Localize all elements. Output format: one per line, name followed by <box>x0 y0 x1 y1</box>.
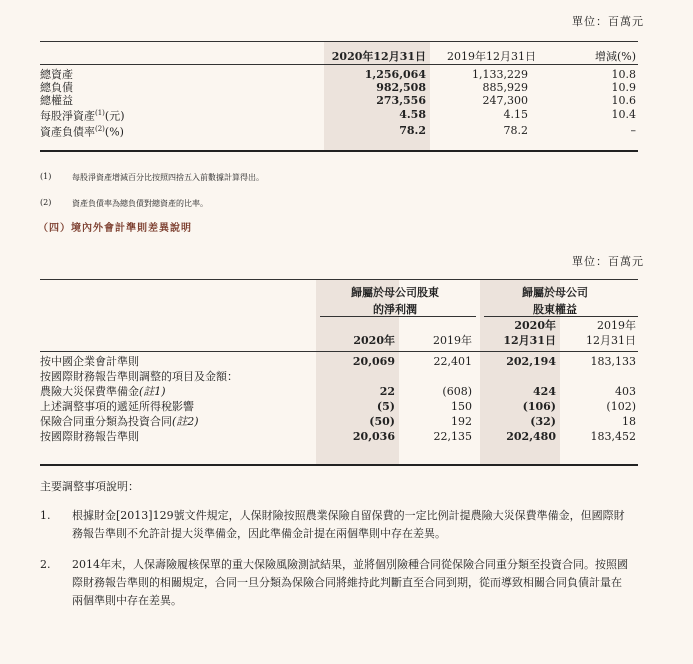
row-label-text: 農險大災保費準備金 <box>40 385 139 398</box>
value-2019: 885,929 <box>482 81 528 94</box>
value-profit-2019: (608) <box>442 385 472 398</box>
value-equity-2020: 202,194 <box>506 355 556 368</box>
value-change: 10.8 <box>611 68 636 81</box>
explanation-1-number: 1. <box>40 509 51 522</box>
value-equity-2020: (32) <box>530 415 556 428</box>
section-title: （四）境內外會計準則差異說明 <box>38 223 192 234</box>
subheader-2020b <box>480 318 556 348</box>
subheader-line: 2020年 <box>514 319 556 332</box>
group-header-line: 的淨利潤 <box>373 303 417 316</box>
table-row <box>40 94 636 107</box>
table2-top-rule <box>40 279 638 280</box>
value-profit-2020: 20,069 <box>352 355 395 368</box>
value-profit-2019: 22,401 <box>433 355 472 368</box>
table1-top-rule <box>40 41 638 42</box>
table-row <box>40 414 636 429</box>
table-row <box>40 123 636 139</box>
explanation-2-number: 2. <box>40 558 51 571</box>
row-label <box>40 123 326 139</box>
table-row <box>40 81 636 94</box>
value-2020: 982,508 <box>376 81 426 94</box>
value-equity-2020: 424 <box>533 385 556 398</box>
row-label-text: 保險合同重分類為投資合同 <box>40 415 172 428</box>
note-1-number: (1) <box>40 172 52 181</box>
value-2020: 78.2 <box>399 123 426 137</box>
table-row <box>40 384 636 399</box>
subheader-2019b <box>564 318 636 348</box>
row-label: 按中國企業會計準則 <box>40 355 139 368</box>
table-row <box>40 369 636 384</box>
table-row <box>40 399 636 414</box>
table2 <box>40 354 636 444</box>
value-change: – <box>630 123 636 137</box>
value-equity-2019: 403 <box>615 385 636 398</box>
row-label: 總資產 <box>40 68 73 81</box>
value-equity-2019: 18 <box>622 415 636 428</box>
table1-header-rule <box>40 64 638 65</box>
table2-unit: 單位：百萬元 <box>572 255 644 268</box>
table2-header-rule <box>40 351 638 352</box>
group-header-equity <box>500 284 610 318</box>
value-equity-2020: 202,480 <box>506 430 556 443</box>
group-header-line: 股東權益 <box>533 303 577 316</box>
group-underline-b <box>484 316 638 317</box>
group-header-line: 歸屬於母公司股東 <box>351 286 439 299</box>
row-label: 按國際財務報告準則調整的項目及金額： <box>40 370 238 383</box>
value-2020: 273,556 <box>376 94 426 107</box>
value-profit-2019: 150 <box>451 400 472 413</box>
row-label: 上述調整事項的遞延所得稅影響 <box>40 400 194 413</box>
value-2019: 247,300 <box>482 94 528 107</box>
row-label-text: 資產負債率 <box>40 125 95 139</box>
group-header-line: 歸屬於母公司 <box>522 286 588 299</box>
row-label: 總權益 <box>40 94 73 107</box>
subheader-2020a: 2020年 <box>353 334 395 347</box>
note-ref: (註1) <box>139 385 166 398</box>
explanation-1 <box>72 507 662 543</box>
row-label-text: 每股淨資產 <box>40 109 95 123</box>
value-2019: 4.15 <box>503 108 528 122</box>
row-label <box>40 107 326 123</box>
value-change: 10.6 <box>611 94 636 107</box>
explanation-line: 根據財金[2013]129號文件規定，人保財險按照農業保險自留保費的一定比例計提農險大災保費準備金，但國際財 <box>72 509 625 522</box>
table1-header-2019: 2019年12月31日 <box>447 50 536 63</box>
explanation-title: 主要調整事項說明： <box>40 480 139 493</box>
row-label: 按國際財務報告準則 <box>40 430 139 443</box>
subheader-line: 12月31日 <box>503 334 556 347</box>
value-profit-2020: 20,036 <box>352 430 395 443</box>
explanation-line: 2014年末，人保壽險履核保單的重大保險風險測試結果，並將個別險種合同從保險合同重分類至投資合同。按照國 <box>72 558 628 571</box>
note-ref: (註2) <box>172 415 199 428</box>
row-label-unit: (%) <box>104 125 124 139</box>
row-label: 總負債 <box>40 81 73 94</box>
subheader-line: 2019年 <box>597 319 636 332</box>
value-profit-2020: (50) <box>369 415 395 428</box>
row-label <box>40 414 316 429</box>
explanation-line: 務報告準則不允許計提大災準備金，因此準備金計提在兩個準則中存在差異。 <box>72 527 446 540</box>
value-2020: 1,256,064 <box>364 68 426 81</box>
subheader-2019a: 2019年 <box>433 334 472 347</box>
note-2-text: 資產負債率為總負債對總資產的比率。 <box>72 199 208 208</box>
row-label-unit: (元) <box>104 109 125 123</box>
note-1-text: 每股淨資產增減百分比按照四捨五入前數據計算得出。 <box>72 173 264 182</box>
value-equity-2020: (106) <box>522 400 556 413</box>
table1-header-2020: 2020年12月31日 <box>331 50 426 63</box>
table-row <box>40 354 636 369</box>
value-2019: 1,133,229 <box>472 68 528 81</box>
row-label <box>40 384 316 399</box>
value-2020: 4.58 <box>399 108 426 122</box>
value-equity-2019: (102) <box>606 400 636 413</box>
footnote-ref: (2) <box>95 124 105 133</box>
subheader-line: 12月31日 <box>586 334 636 347</box>
table1-header-change: 增減(%) <box>594 50 636 63</box>
table-row <box>40 429 636 444</box>
table1 <box>40 68 636 138</box>
table1-unit: 單位：百萬元 <box>572 15 644 28</box>
group-underline-a <box>320 316 476 317</box>
table-row <box>40 107 636 123</box>
value-2019: 78.2 <box>503 123 528 137</box>
value-profit-2020: (5) <box>376 400 395 413</box>
value-change: 10.4 <box>611 108 636 122</box>
value-equity-2019: 183,452 <box>590 430 636 443</box>
value-profit-2020: 22 <box>379 385 395 398</box>
value-profit-2019: 22,135 <box>433 430 472 443</box>
value-equity-2019: 183,133 <box>590 355 636 368</box>
table-row <box>40 68 636 81</box>
table2-bottom-rule <box>40 464 638 466</box>
group-header-net-profit <box>340 284 450 318</box>
explanation-2 <box>72 556 662 610</box>
footnote-ref: (1) <box>95 109 105 117</box>
table1-bottom-rule <box>40 150 638 152</box>
explanation-line: 兩個準則中存在差異。 <box>72 594 182 607</box>
value-profit-2019: 192 <box>451 415 472 428</box>
note-2-number: (2) <box>40 198 52 207</box>
value-change: 10.9 <box>611 81 636 94</box>
explanation-line: 際財務報告準則的相關規定，合同一旦分類為保險合同將維持此判斷直至合同到期，從而導致相關合同負債計量在 <box>72 576 622 589</box>
